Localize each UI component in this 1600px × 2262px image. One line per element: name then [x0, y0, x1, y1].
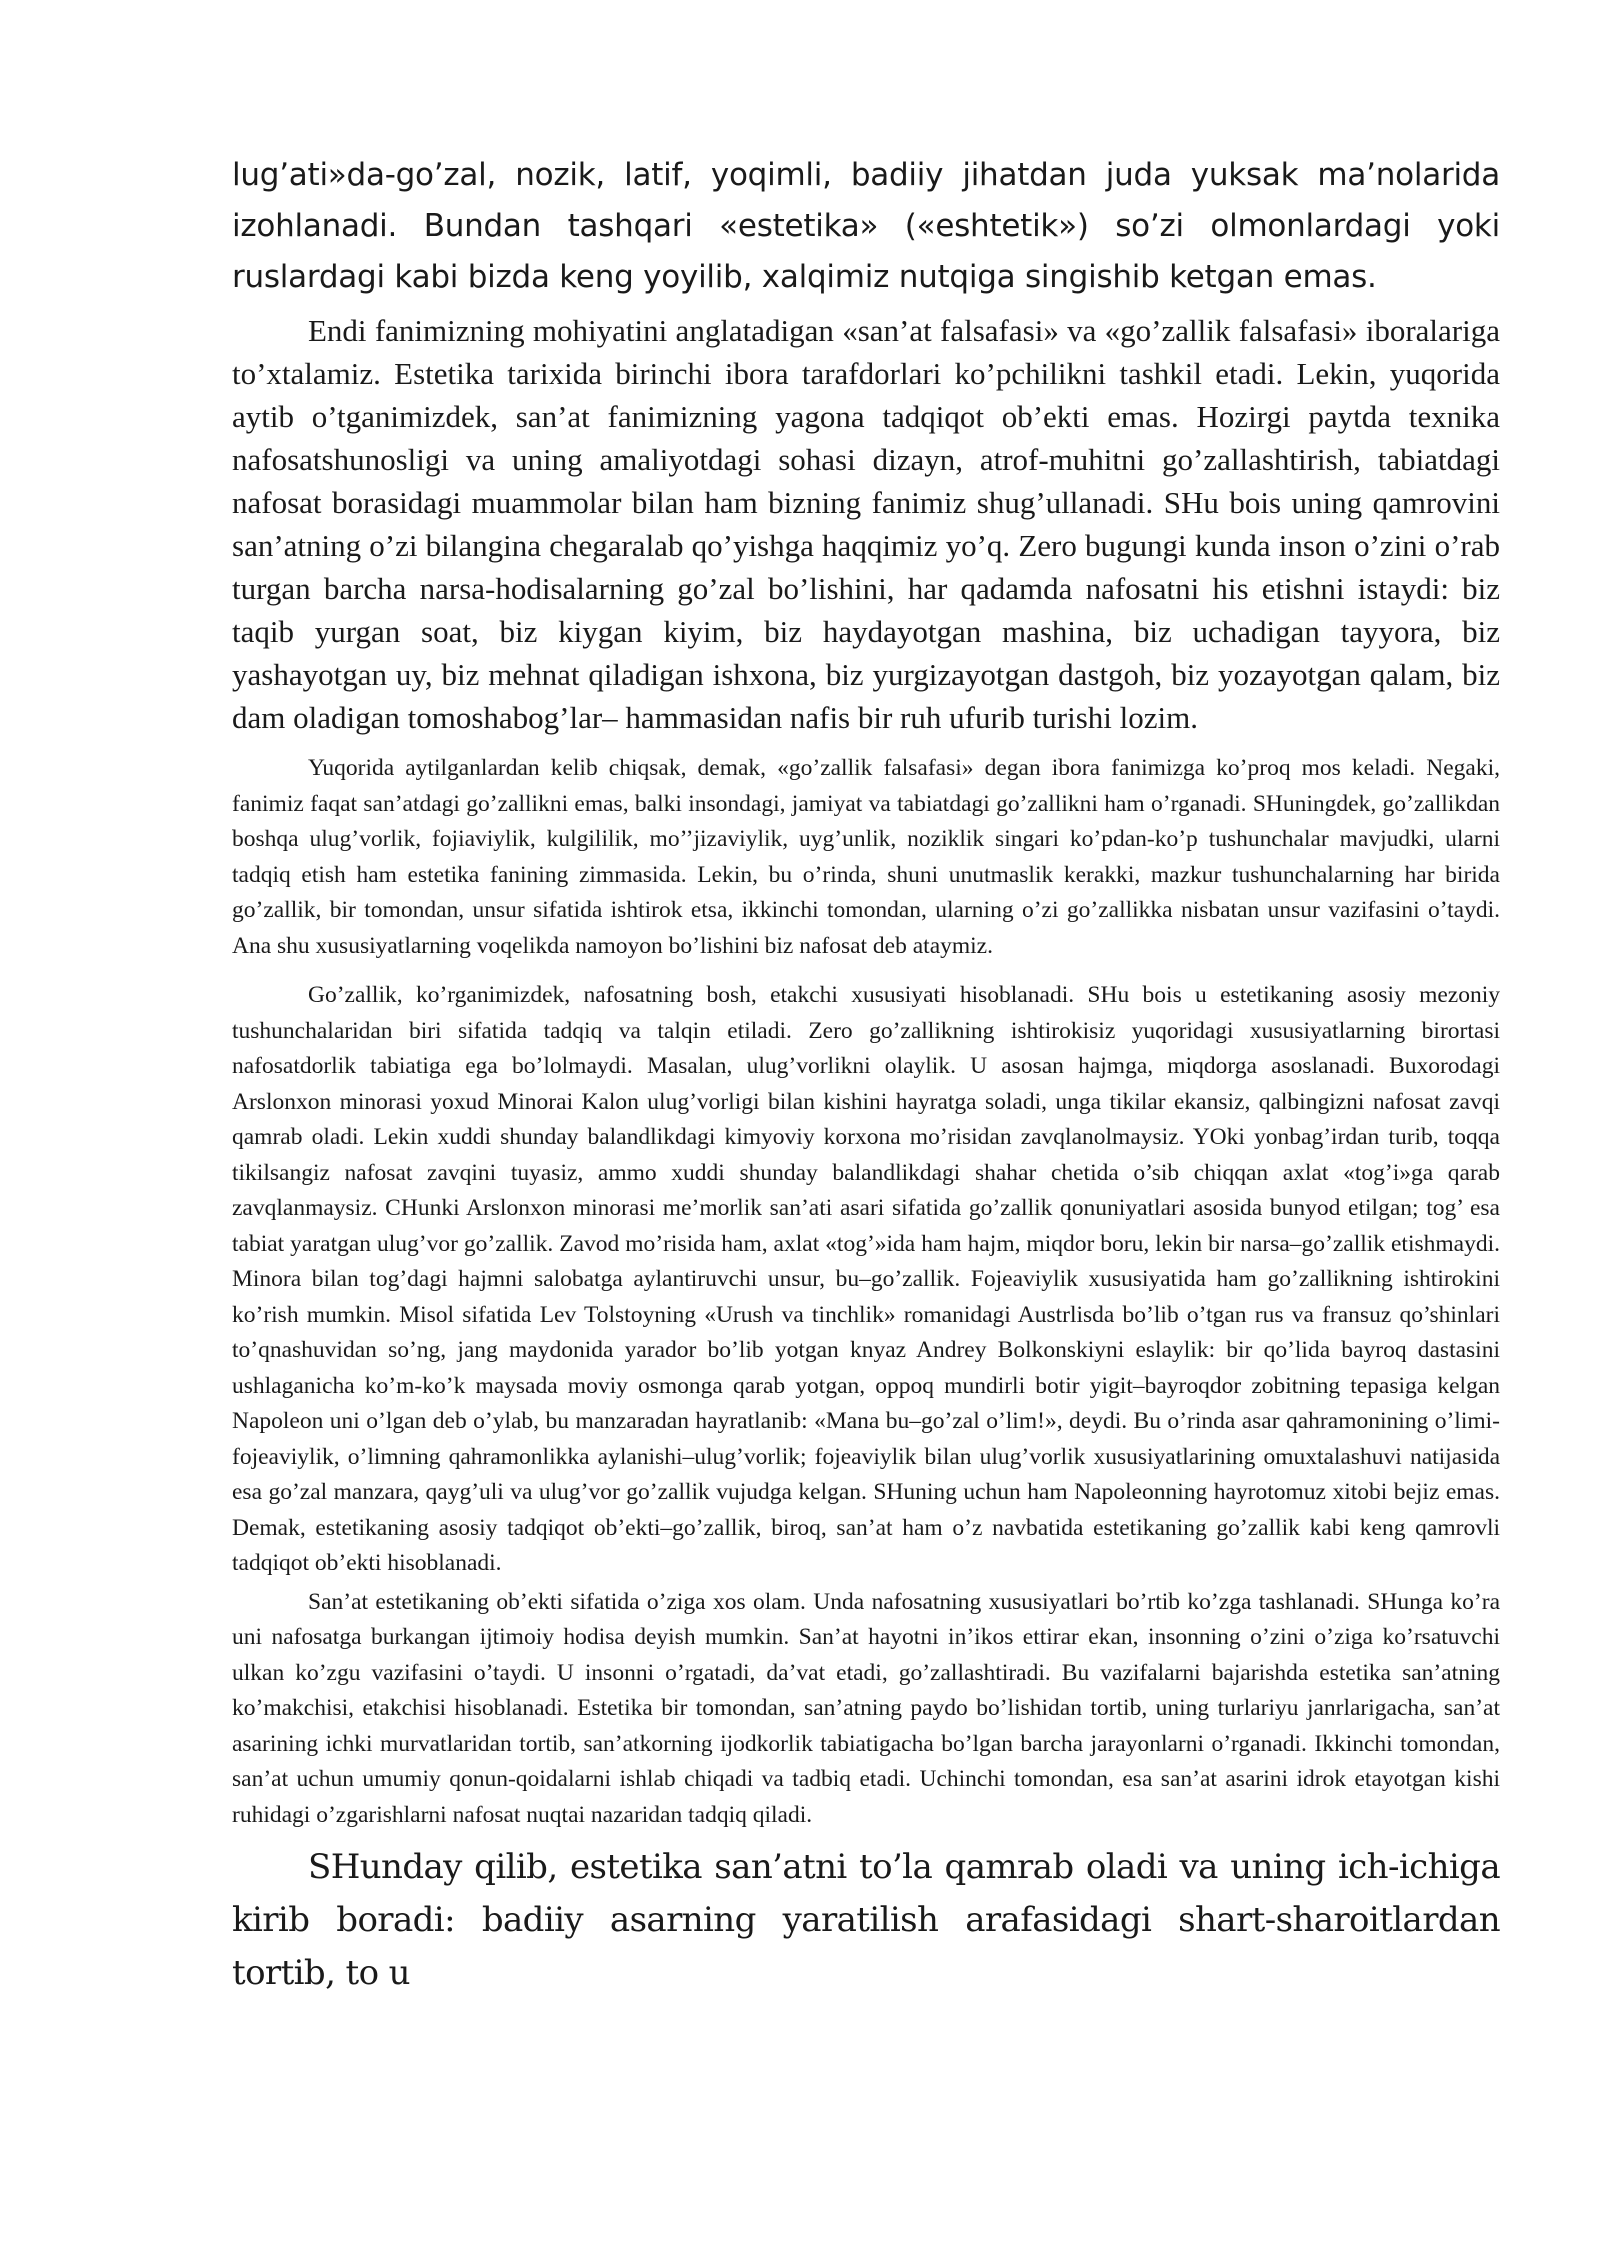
- paragraph-continuation: lug’ati»da-go’zal, nozik, latif, yoqimli, badiiy jihatdan juda yuksak ma’nolarida izohlanadi. Bundan tashqari «estetika» («eshtetik») so’zi olmonlardagi yoki ruslardagi kabi bizda keng yoyilib, xalqimiz nutqiga singishib ketgan emas.: [232, 157, 1500, 295]
- paragraph-go-zallik-bosh-xususiyat: Go’zallik, ko’rganimizdek, nafosatning bosh, etakchi xususiyati hisoblanadi. SHu bois u estetikaning asosiy mezoniy tushunchalaridan biri sifatida tadqiq va talqin etiladi. Zero go’zallikning ishtirokisiz yuqoridagi xususiyatlarning birortasi nafosatdorlik tabiatiga ega bo’lolmaydi. Masalan, ulug’vorlikni olaylik. U asosan hajmga, miqdorga asoslanadi. Buxorodagi Arslonxon minorasi yoxud Minorai Kalon ulug’vorligi bilan kishini hayratga soladi, unga tikilar ekansiz, qalbingizni nafosat zavqi qamrab oladi. Lekin xuddi shunday balandlikdagi kimyoviy korxona mo’risidan zavqlanolmaysiz. YOki yonbag’irdan turib, toqqa tikilsangiz nafosat zavqini tuyasiz, ammo xuddi shunday balandlikdagi shahar chetida o’sib chiqqan axlat «tog’i»ga qarab zavqlanmaysiz. CHunki Arslonxon minorasi me’morlik san’ati asari sifatida go’zallik qonuniyatlari asosida bunyod etilgan; tog’ esa tabiat yaratgan ulug’vor go’zallik. Zavod mo’risida ham, axlat «tog’»ida ham hajm, miqdor boru, lekin bir narsa–go’zallik etishmaydi. Minora bilan tog’dagi hajmni salobatga aylantiruvchi unsur, bu–go’zallik. Fojeaviylik xususiyatida ham go’zallikning ishtirokini ko’rish mumkin. Misol sifatida Lev Tolstoyning «Urush va tinchlik» romanidagi Austrlisda bo’lib o’tgan rus va fransuz qo’shinlari to’qnashuvidan so’ng, jang maydonida yarador bo’lib yotgan knyaz Andrey Bolkonskiyni eslaylik: bir qo’lida bayroq dastasini ushlaganicha ko’m-ko’k maysada moviy osmonga qarab yotgan, oppoq mundirli botir yigit–bayroqdor zobitning tepasiga kelgan Napoleon uni o’lgan deb o’ylab, bu manzaradan hayratlanib: «Mana bu–go’zal o’lim!», deydi. Bu o’rinda asar qahramonining o’limi- fojeaviylik, o’limning qahramonlikka aylanishi–ulug’vorlik; fojeaviylik bilan ulug’vorlik xususiyatlarining omuxtalashuvi natijasida esa go’zal manzara, qayg’uli va ulug’vor go’zallik vujudga kelgan. SHuning uchun ham Napoleonning hayrotomuz xitobi bejiz emas. Demak, estetikaning asosiy tadqiqot ob’ekti–go’zallik, biroq, san’at ham o’z navbatida estetikaning go’zallik kabi keng qamrovli tadqiqot ob’ekti hisoblanadi.: [232, 982, 1500, 1576]
- paragraph-go-zallik-falsafasi: Yuqorida aytilganlardan kelib chiqsak, demak, «go’zallik falsafasi» degan ibora fanimizga ko’proq mos keladi. Negaki, fanimiz faqat san’atdagi go’zallikni emas, balki insondagi, jamiyat va tabiatdagi go’zallikni ham o’rganadi. SHuningdek, go’zallikdan boshqa ulug’vorlik, fojiaviylik, kulgililik, mo’’jizaviylik, uyg’unlik, noziklik singari ko’pdan-ko’p tushunchalar mavjudki, ularni tadqiq etish ham estetika fanining zimmasida. Lekin, bu o’rinda, shuni unutmaslik kerakki, mazkur tushunchalarning har birida go’zallik, bir tomondan, unsur sifatida ishtirok etsa, ikkinchi tomondan, ularning o’zi go’zallikka nisbatan unsur vazifasini o’taydi. Ana shu xususiyatlarning voqelikda namoyon bo’lishini biz nafosat deb ataymiz.: [232, 755, 1500, 959]
- paragraph-san-at-ob-ekti: San’at estetikaning ob’ekti sifatida o’ziga xos olam. Unda nafosatning xususiyatlari bo’rtib ko’zga tashlanadi. SHunga ko’ra uni nafosatga burkangan ijtimoiy hodisa deyish mumkin. San’at hayotni in’ikos ettirar ekan, insonning o’zini o’ziga ko’rsatuvchi ulkan ko’zgu vazifasini o’taydi. U insonni o’rgatadi, da’vat etadi, go’zallashtiradi. Bu vazifalarni bajarishda estetika san’atning ko’makchisi, etakchisi hisoblanadi. Estetika bir tomondan, san’atning paydo bo’lishidan tortib, uning turlariyu janrlarigacha, san’at asarining ichki murvatlaridan tortib, san’atkorning ijodkorlik tabiatigacha bo’lgan barcha jarayonlarni o’rganadi. Ikkinchi tomondan, san’at uchun umumiy qonun-qoidalarni ishlab chiqadi va tadbiq etadi. Uchinchi tomondan, esa san’at asarini idrok etayotgan kishi ruhidagi o’zgarishlarni nafosat nuqtai nazaridan tadqiq qiladi.: [232, 1588, 1500, 1828]
- paragraph-san-at-falsafasi: Endi fanimizning mohiyatini anglatadigan «san’at falsafasi» va «go’zallik falsafasi» iboralariga to’xtalamiz. Estetika tarixida birinchi ibora tarafdorlari ko’pchilikni tashkil etadi. Lekin, yuqorida aytib o’tganimizdek, san’at fanimizning yagona tadqiqot ob’ekti emas. Hozirgi paytda texnika nafosatshunosligi va uning amaliyotdagi sohasi dizayn, atrof-muhitni go’zallashtirish, tabiatdagi nafosat borasidagi muammolar bilan ham bizning fanimiz shug’ullanadi. SHu bois uning qamrovini san’atning o’zi bilangina chegaralab qo’yishga haqqimiz yo’q. Zero bugungi kunda inson o’zini o’rab turgan barcha narsa-hodisalarning go’zal bo’lishini, har qadamda nafosatni his etishni istaydi: biz taqib yurgan soat, biz kiygan kiyim, biz haydayotgan mashina, biz uchadigan tayyora, biz yashayotgan uy, biz mehnat qiladigan ishxona, biz yurgizayotgan dastgoh, biz yozayotgan qalam, biz dam oladigan tomoshabog’lar– hammasidan nafis bir ruh ufurib turishi lozim.: [232, 313, 1500, 735]
- document-page: [232, 150, 1500, 2000]
- paragraph-shunday-qilib: SHunday qilib, estetika san’atni to’la qamrab oladi va uning ich-ichiga kirib boradi: badiiy asarning yaratilish arafasidagi shart-sharoitlardan tortib, to u: [232, 1847, 1500, 1993]
